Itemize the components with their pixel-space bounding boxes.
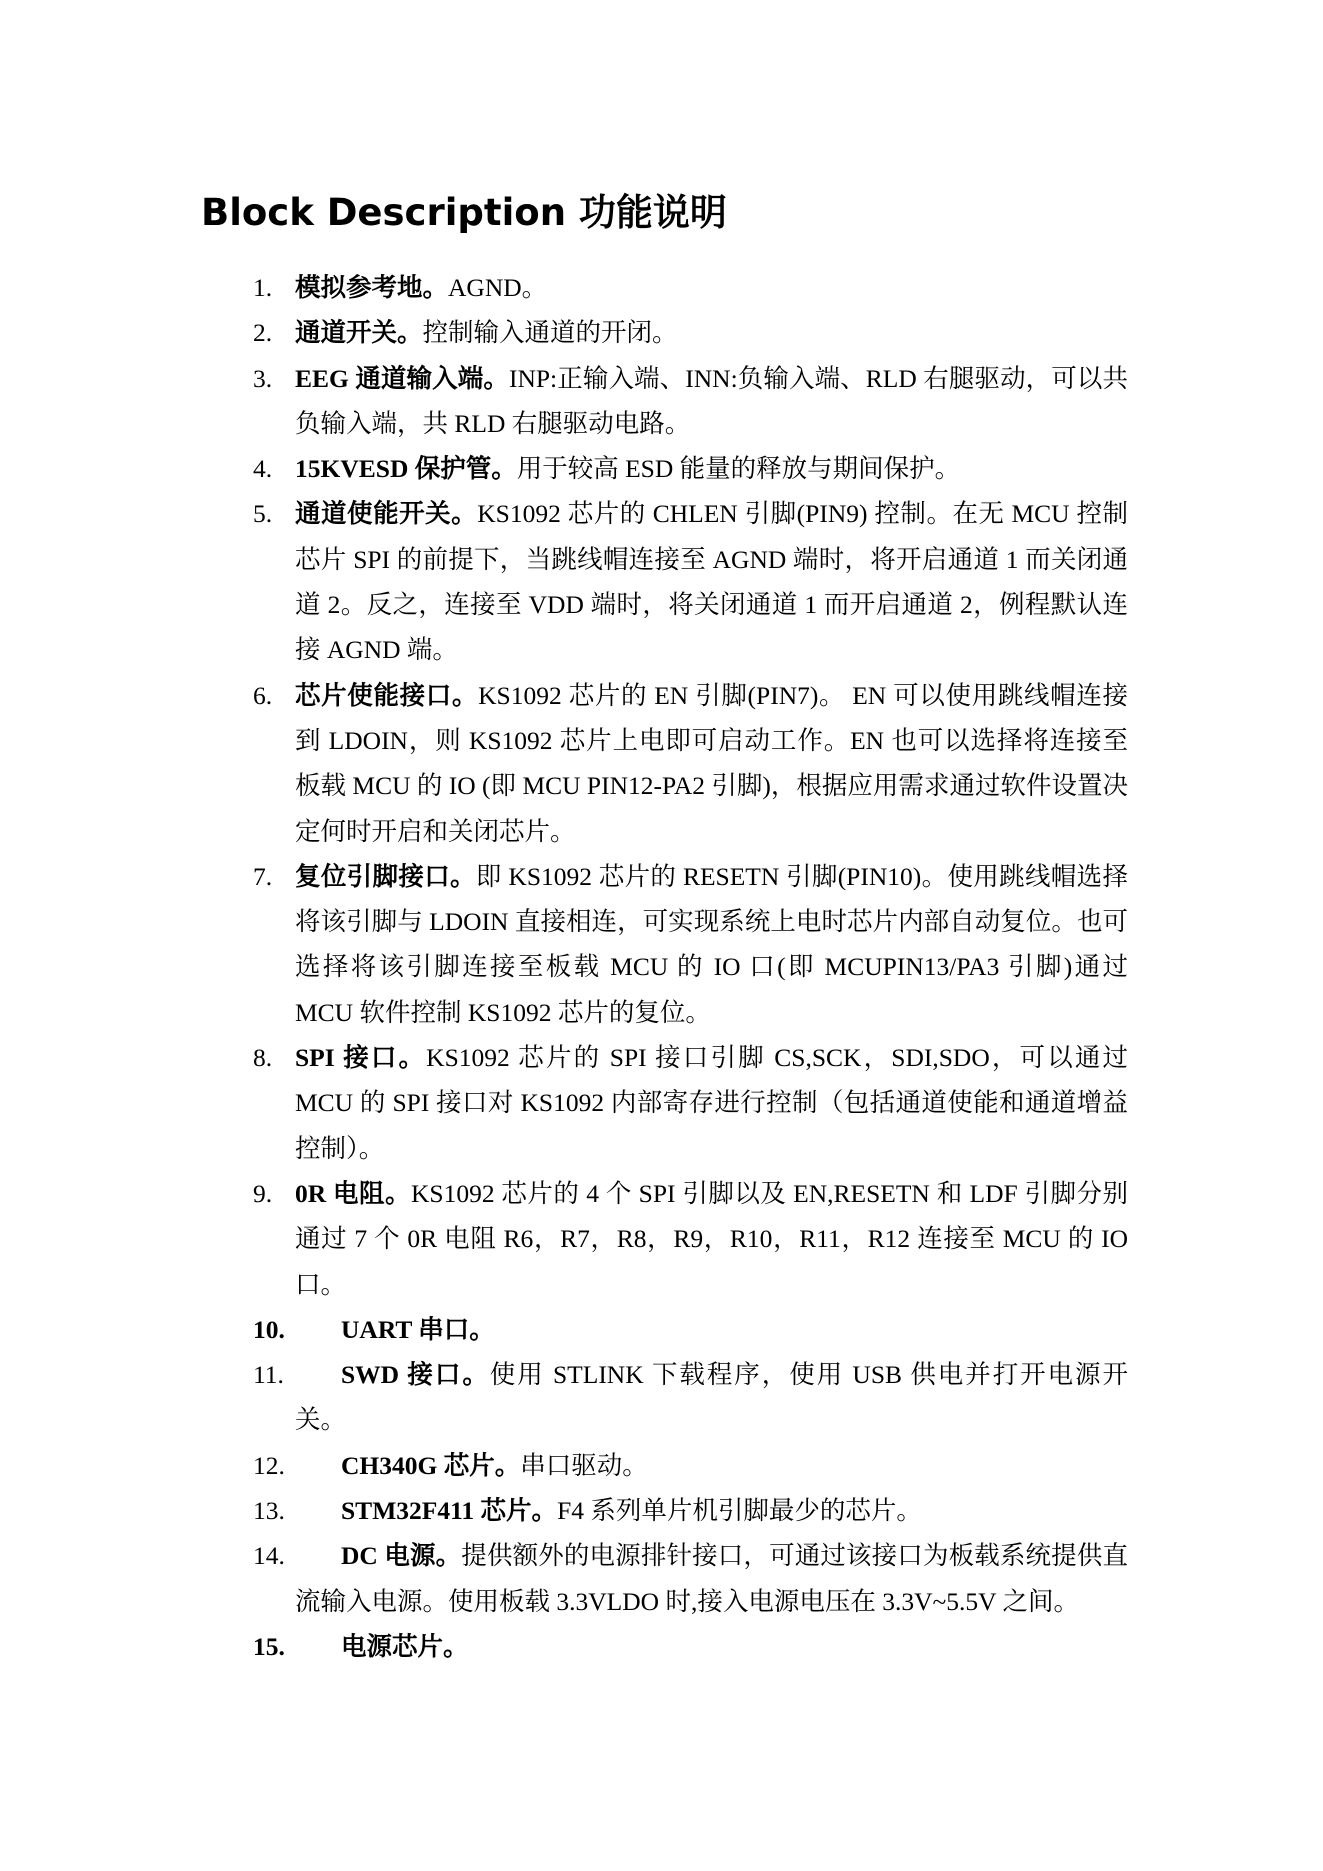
item-number: 12. — [253, 1450, 285, 1480]
item-text: KS1092 芯片的 EN 引脚(PIN7)。 EN 可以使用跳线帽连接到 LDOIN，则 KS1092 芯片上电即可启动工作。EN 也可以选择将连接至板载 MCU 的 IO (即 MCU PIN12-PA2 引脚)，根据应用需求通过软件设置决定何时开启和关闭芯片。 — [295, 680, 1128, 846]
item-text: F4 系列单片机引脚最少的芯片。 — [557, 1496, 922, 1526]
list-item — [0, 1035, 1323, 1171]
item-number: 6. — [253, 680, 273, 710]
list-item — [0, 673, 1323, 854]
item-heading: 0R 电阻。 — [295, 1178, 411, 1208]
list-item — [0, 1443, 1323, 1488]
list-item — [0, 854, 1323, 1035]
item-heading: 通道开关。 — [295, 318, 423, 348]
list-item — [0, 1352, 1323, 1443]
item-number: 14. — [253, 1541, 285, 1571]
item-number: 8. — [253, 1043, 273, 1073]
list-item — [0, 1488, 1323, 1533]
item-number: 4. — [253, 454, 273, 484]
item-number: 13. — [253, 1496, 285, 1526]
item-text: AGND。 — [448, 273, 548, 302]
item-text: 控制输入通道的开闭。 — [422, 318, 678, 348]
item-heading: SPI 接口。 — [295, 1043, 427, 1073]
item-heading: UART 串口。 — [341, 1314, 495, 1344]
item-number: 2. — [253, 318, 273, 348]
list-item — [0, 1624, 1323, 1669]
item-heading: 通道使能开关。 — [295, 499, 478, 529]
item-heading: EEG 通道输入端。 — [295, 363, 509, 393]
item-number: 1. — [253, 273, 273, 302]
item-text: KS1092 芯片的 SPI 接口引脚 CS,SCK，SDI,SDO，可以通过 MCU 的 SPI 接口对 KS1092 内部寄存进行控制（包括通道使能和通道增益控制）。 — [295, 1043, 1128, 1163]
list-item — [0, 1533, 1323, 1624]
item-number: 15. — [253, 1631, 285, 1661]
list-item — [0, 265, 1323, 310]
page-title: Block Description 功能说明 — [201, 191, 727, 234]
list-item — [0, 310, 1323, 355]
item-number: 7. — [253, 861, 273, 891]
item-heading: DC 电源。 — [341, 1541, 462, 1571]
item-number: 10. — [253, 1314, 285, 1344]
item-text: KS1092 芯片的 4 个 SPI 引脚以及 EN,RESETN 和 LDF 引脚分别通过 7 个 0R 电阻 R6，R7，R8，R9，R10，R11，R12 连接至 MCU 的 IO 口。 — [295, 1178, 1128, 1299]
item-text: INP:正输入端、INN:负输入端、RLD 右腿驱动，可以共负输入端，共 RLD 右腿驱动电路。 — [295, 363, 1128, 438]
item-text: 串口驱动。 — [520, 1450, 648, 1480]
item-heading: 电源芯片。 — [341, 1631, 469, 1661]
item-number: 11. — [253, 1360, 284, 1390]
item-heading: 复位引脚接口。 — [295, 861, 476, 891]
item-text: 使用 STLINK 下载程序，使用 USB 供电并打开电源开关。 — [295, 1360, 1128, 1435]
list-item — [0, 356, 1323, 447]
item-heading: CH340G 芯片。 — [341, 1450, 521, 1480]
item-text: 提供额外的电源排针接口，可通过该接口为板载系统提供直流输入电源。使用板载 3.3VLDO 时,接入电源电压在 3.3V~5.5V 之间。 — [295, 1541, 1128, 1616]
item-text: KS1092 芯片的 CHLEN 引脚(PIN9) 控制。在无 MCU 控制芯片 SPI 的前提下，当跳线帽连接至 AGND 端时，将开启通道 1 而关闭通道 2。反之，连接至 VDD 端时，将关闭通道 1 而开启通道 2，例程默认连接 AGND 端。 — [295, 499, 1128, 665]
list-item — [0, 446, 1323, 491]
item-heading: 芯片使能接口。 — [295, 680, 479, 710]
block-description-list — [0, 265, 1323, 1669]
item-number: 3. — [253, 363, 273, 393]
list-item — [0, 491, 1323, 672]
list-item — [0, 1307, 1323, 1352]
item-heading: 15KVESD 保护管。 — [295, 454, 517, 484]
list-item — [0, 1171, 1323, 1307]
item-text: 用于较高 ESD 能量的释放与期间保护。 — [516, 454, 961, 484]
item-heading: STM32F411 芯片。 — [341, 1496, 558, 1526]
item-text: 即 KS1092 芯片的 RESETN 引脚(PIN10)。使用跳线帽选择将该引脚与 LDOIN 直接相连，可实现系统上电时芯片内部自动复位。也可选择将该引脚连接至板载 MCU 的 IO 口(即 MCUPIN13/PA3 引脚)通过 MCU 软件控制 KS1092 芯片的复位。 — [295, 861, 1128, 1027]
item-heading: 模拟参考地。 — [295, 273, 449, 302]
item-number: 9. — [253, 1178, 273, 1208]
item-number: 5. — [253, 499, 273, 529]
item-heading: SWD 接口。 — [341, 1360, 490, 1390]
